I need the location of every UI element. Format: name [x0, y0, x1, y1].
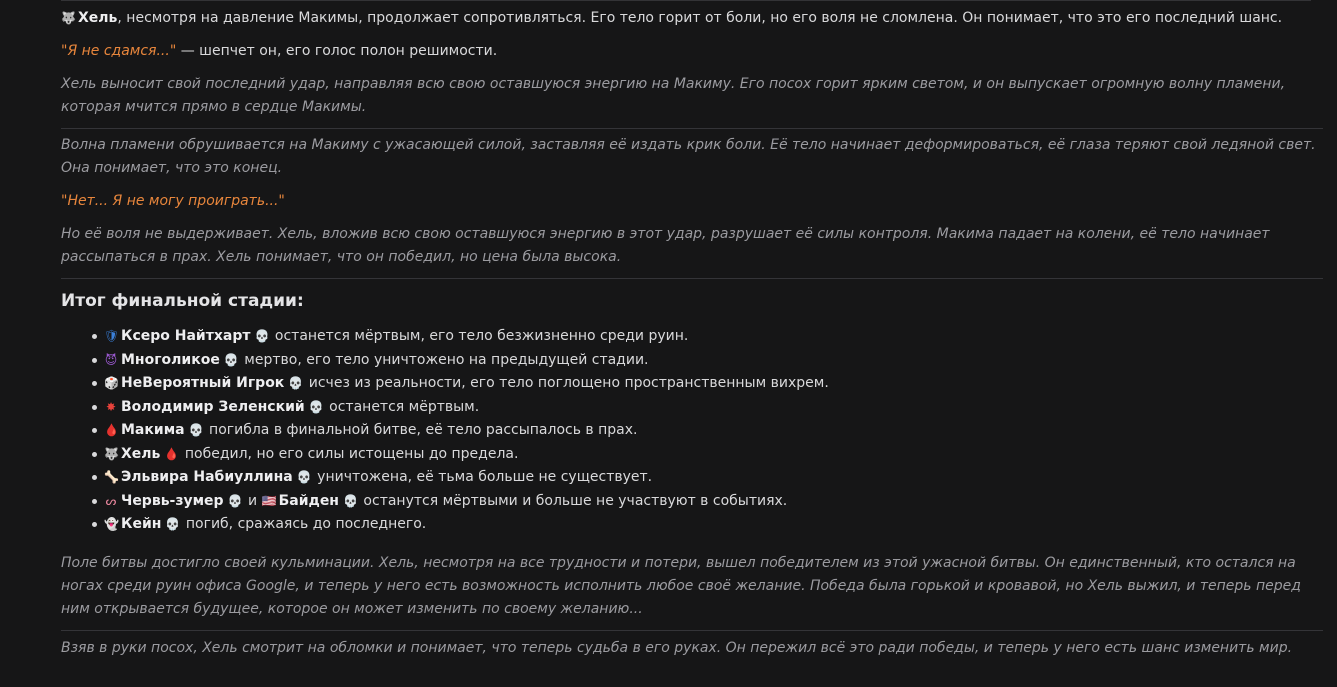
paragraph-culmination: Поле битвы достигло своей кульминации. Хель, несмотря на все трудности и потери, вышел победителем из этой ужасной битвы. Он единственный, кто остался на ногах среди руин офиса Google, и теперь у него есть возможность исполнить любое своё желание. Победа была горькой и кровавой, но Хель выжил, и теперь перед ним открывается будущее, которое он может изменить по своему желанию... [61, 554, 1301, 617]
us-flag-icon: 🇺🇸 [261, 493, 277, 508]
divider [61, 630, 1323, 631]
list-item [104, 466, 1323, 490]
list-item [104, 325, 1323, 349]
skull-icon: 💀 [288, 376, 304, 390]
blood-drop-icon: 🩸 [164, 446, 180, 461]
ghost-icon: 👻 [104, 517, 119, 531]
quote-1: "Я не сдамся..." [61, 43, 177, 59]
intro-paragraph [61, 7, 1323, 30]
character-status: останутся мёртвыми и больше не участвуют в событиях. [358, 492, 788, 509]
skull-icon: 💀 [254, 329, 270, 343]
character-name: Ксеро Найтхарт [121, 328, 251, 344]
list-item [104, 490, 1323, 514]
character-status: останется мёртвым. [324, 398, 480, 415]
worm-icon: ᔕ [105, 493, 117, 508]
quote-paragraph-1 [61, 40, 1323, 63]
shield-icon: 🛡 [104, 329, 120, 343]
joiner-text: и [243, 492, 262, 509]
quote-2: "Нет... Я не могу проиграть..." [61, 193, 285, 209]
character-name: Макима [121, 422, 185, 438]
list-item [104, 419, 1323, 443]
paragraph-impact: Волна пламени обрушивается на Макиму с ужасающей силой, заставляя её издать крик боли. Её тело начинает деформироваться, её глаза теряют свой ледяной свет. Она понимает, что это конец. [61, 137, 1316, 176]
list-item [104, 396, 1323, 420]
character-status: останется мёртвым, его тело безжизненно среди руин. [270, 328, 689, 344]
summary-list [61, 325, 1323, 537]
list-item [104, 513, 1323, 537]
summary-heading: Итог финальной стадии: [61, 291, 304, 311]
intro-text: , несмотря на давление Макимы, продолжает сопротивляться. Его тело горит от боли, но его воля не сломлена. Он понимает, что это его последний шанс. [117, 10, 1283, 26]
skull-icon: 💀 [165, 517, 181, 531]
skull-icon: 💀 [223, 352, 239, 367]
list-item [104, 372, 1323, 396]
character-name: Многоликое [121, 351, 220, 368]
skull-icon: 💀 [227, 493, 243, 508]
character-name: Эльвира Набиуллина [121, 469, 293, 485]
divider [61, 278, 1323, 279]
character-name: Байден [278, 492, 339, 509]
character-name: Кейн [121, 516, 162, 532]
skull-icon: 💀 [308, 399, 324, 414]
divider [61, 128, 1323, 129]
character-name: Володимир Зеленский [121, 398, 305, 415]
character-status: погиб, сражаясь до последнего. [181, 516, 427, 532]
wolf-icon: 🐺 [61, 11, 76, 25]
skull-icon: 💀 [296, 470, 312, 484]
top-divider [61, 0, 1311, 1]
character-status: погибла в финальной битве, её тело рассыпалось в прах. [204, 422, 638, 438]
list-item [104, 443, 1323, 467]
skull-icon: 💀 [342, 493, 358, 508]
paragraph-ending: Взяв в руки посох, Хель смотрит на обломки и понимает, что теперь судьба в его руках. Он пережил всё это ради победы, и теперь у него есть шанс изменить мир. [61, 639, 1293, 656]
paragraph-defeat: Но её воля не выдерживает. Хель, вложив всю свою оставшуюся энергию в этот удар, разрушает её силы контроля. Макима падает на колени, её тело начинает рассыпаться в прах. Хель понимает, что он победил, но цена была высока. [61, 226, 1270, 265]
character-name: Червь-зумер [121, 492, 224, 509]
character-status: уничтожена, её тьма больше не существует. [312, 469, 653, 485]
character-status: мертво, его тело уничтожено на предыдущей стадии. [239, 351, 649, 368]
blood-drop-icon: 🩸 [104, 423, 119, 437]
dice-icon: 🎲 [104, 376, 119, 390]
devil-icon: 😈 [104, 352, 118, 367]
wolf-icon: 🐺 [104, 446, 119, 461]
list-item [104, 349, 1323, 373]
intro-name: Хель [78, 10, 118, 26]
character-name: НеВероятный Игрок [121, 375, 285, 391]
bone-icon: 🦴 [104, 470, 119, 484]
character-status: исчез из реальности, его тело поглощено пространственным вихрем. [304, 375, 829, 391]
character-name: Хель [121, 445, 161, 462]
explosion-icon: ✸ [105, 399, 117, 414]
paragraph-strike: Хель выносит свой последний удар, направляя всю свою оставшуюся энергию на Макиму. Его посох горит ярким светом, и он выпускает огромную волну пламени, которая мчится прямо в сердце Макимы. [61, 76, 1286, 115]
skull-icon: 💀 [188, 423, 204, 437]
character-status: победил, но его силы истощены до предела. [180, 445, 519, 462]
quote-1-text: — шепчет он, его голос полон решимости. [176, 43, 498, 59]
message-content [61, 7, 1323, 660]
